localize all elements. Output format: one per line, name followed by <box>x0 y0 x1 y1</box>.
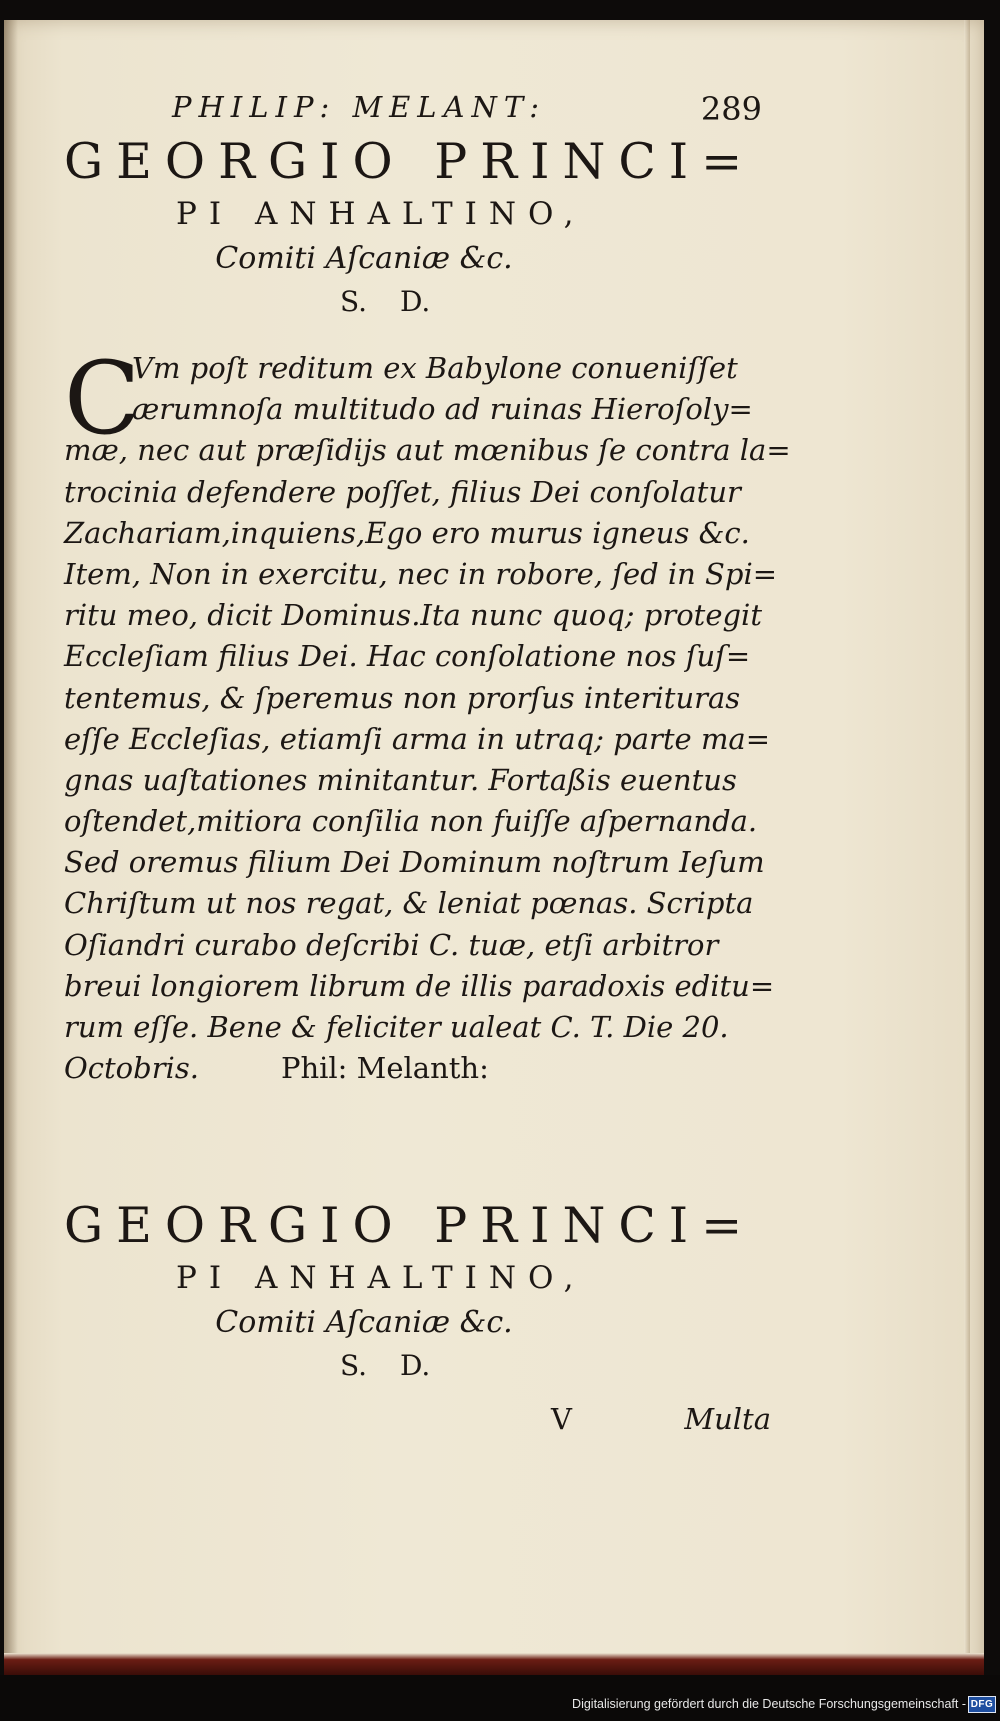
signature-mark: V <box>551 1402 572 1436</box>
letter1-body <box>64 340 791 1089</box>
red-page-edge <box>4 1653 984 1675</box>
letter2-heading-line1: GEORGIO PRINCI= <box>64 1197 756 1254</box>
body-line: Eccleſiam filius Dei. Hac conſolatione nos ſuſ= <box>64 639 751 674</box>
signature: Phil: Melanth: <box>280 1051 489 1086</box>
page-edge <box>964 20 970 1675</box>
closing-date: Octobris. <box>64 1051 199 1086</box>
body-line: Vm poſt reditum ex Babylone conueniſſet <box>132 351 738 385</box>
funding-credit: Digitalisierung gefördert durch die Deutsche Forschungsgemeinschaft - <box>572 1697 966 1711</box>
footer-bar <box>0 1675 1000 1721</box>
running-head-title: PHILIP: MELANT: <box>172 90 546 124</box>
spine-shadow <box>4 20 18 1675</box>
body-line: Zachariam,inquiens,Ego ero murus igneus &c. <box>64 515 750 550</box>
body-line: trocinia defendere poſſet, filius Dei conſolatur <box>64 474 741 509</box>
letter2-heading-line2: PI ANHALTINO, <box>176 1260 586 1296</box>
body-line: breui longiorem librum de illis paradoxis editu= <box>64 968 775 1003</box>
letter2-salutation: S. D. <box>340 1349 431 1382</box>
body-line: rum eſſe. Bene & feliciter ualeat C. T. Die 20. <box>64 1010 729 1044</box>
dfg-logo-icon: DFG <box>968 1696 996 1713</box>
closing-line <box>64 1048 769 1089</box>
catchword <box>551 1402 771 1446</box>
letter1-salutation: S. D. <box>340 285 431 318</box>
letter1-heading-line2: PI ANHALTINO, <box>176 196 586 232</box>
drop-cap: C <box>64 340 141 457</box>
body-line: Item, Non in exercitu, nec in robore, ſed in Spi= <box>64 556 778 591</box>
body-line: eſſe Eccleſias, etiamſi arma in utraq; parte ma= <box>64 721 771 756</box>
running-head <box>172 90 762 138</box>
body-line: Oſiandri curabo deſcribi C. tuæ, etſi arbitror <box>64 927 719 962</box>
letter1-heading-line1: GEORGIO PRINCI= <box>64 133 756 190</box>
body-line: Sed oremus filium Dei Dominum noſtrum Ieſum <box>64 845 765 880</box>
body-line: mæ, nec aut præſidijs aut mœnibus ſe contra la= <box>64 433 791 468</box>
body-line: oſtendet,mitiora conſilia non fuiſſe aſpernanda. <box>64 804 758 839</box>
paper-leaf <box>4 20 984 1675</box>
letter2-heading <box>64 1196 784 1386</box>
letter1-heading-line3: Comiti Aſcaniæ &c. <box>215 241 513 276</box>
body-line: gnas uaſtationes minitantur. Fortaßis euentus <box>64 762 737 797</box>
body-line: ærumnoſa multitudo ad ruinas Hieroſoly= <box>132 392 753 427</box>
body-line: ritu meo, dicit Dominus.Ita nunc quoq; protegit <box>64 598 762 633</box>
page-number: 289 <box>700 90 762 128</box>
body-line: Chriſtum ut nos regat, & leniat pœnas. Scripta <box>64 886 754 921</box>
letter1-heading <box>64 132 784 322</box>
body-line: tentemus, & ſperemus non prorſus interituras <box>64 680 741 715</box>
letter2-heading-line3: Comiti Aſcaniæ &c. <box>215 1305 513 1340</box>
catchword-text: Multa <box>684 1402 771 1436</box>
